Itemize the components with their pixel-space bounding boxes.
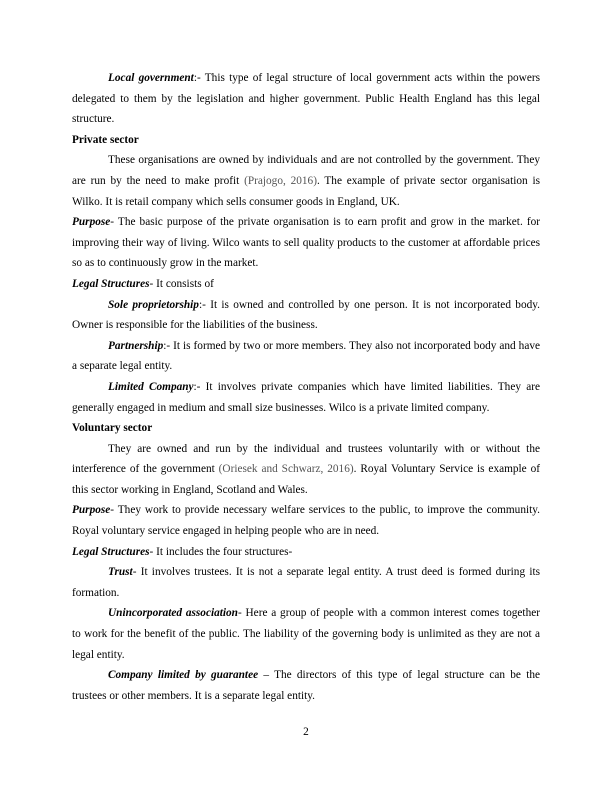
- paragraph-private-sector-intro: These organisations are owned by individuals and are not controlled by the government. They are run by the need to make profit (Prajogo, 2016). The example of private sector organisation is Wilko. It is retail company which sells consumer goods in England, UK.: [72, 154, 540, 208]
- heading-private-sector: Private sector: [72, 133, 139, 146]
- term-purpose: Purpose: [72, 504, 111, 517]
- term-unincorporated-association: Unincorporated association: [108, 607, 238, 620]
- term-local-government: Local government: [108, 72, 194, 84]
- citation: (Oriesek and Schwarz, 2016): [218, 463, 354, 476]
- term-legal-structures: Legal Structures: [72, 277, 150, 290]
- term-company-limited-by-guarantee: Company limited by guarantee: [108, 669, 259, 682]
- term-sole-proprietorship: Sole proprietorship: [108, 298, 199, 311]
- paragraph-unincorporated-association: Unincorporated association- Here a group of people with a common interest comes together to work for the benefit of the public. The liability of the governing body is unlimited as they are not a legal entity.: [72, 607, 540, 661]
- paragraph-private-purpose: Purpose- The basic purpose of the private organisation is to earn profit and grow in the market. for improving their way of living. Wilco wants to sell quality products to the customer at affordable prices so as to continuously grow in the market.: [72, 216, 540, 270]
- term-purpose: Purpose: [72, 216, 111, 229]
- paragraph-partnership: Partnership:- It is formed by two or more members. They also not incorporated body and have a separate legal entity.: [72, 339, 540, 373]
- page-number: 2: [303, 726, 309, 738]
- paragraph-sole-proprietorship: Sole proprietorship:- It is owned and controlled by one person. It is not incorporated body. Owner is responsible for the liabilities of the business.: [72, 298, 540, 332]
- paragraph-trust: Trust- It involves trustees. It is not a separate legal entity. A trust deed is formed during its formation.: [72, 566, 540, 599]
- paragraph-text: This type of legal structure of local government acts within the powers delegated to them by the legislation and higher government. Public Health England has this legal structure.: [72, 72, 540, 126]
- document-body: [72, 68, 540, 706]
- heading-voluntary-sector: Voluntary sector: [72, 422, 153, 435]
- paragraph-company-limited-by-guarantee: Company limited by guarantee – The directors of this type of legal structure can be the trustees or other members. It is a separate legal entity.: [72, 669, 541, 702]
- paragraph-voluntary-sector-intro: They are owned and run by the individual and trustees voluntarily with or without the interference of the government (Oriesek and Schwarz, 2016). Royal Voluntary Service is example of this sector working in England, Scotland and Wales.: [72, 442, 540, 496]
- term-partnership: Partnership: [108, 339, 164, 352]
- term-legal-structures: Legal Structures: [72, 545, 150, 558]
- paragraph-local-government: Local government:- This type of legal structure of local government acts within the powers delegated to them by the legislation and higher government. Public Health England has this legal structure.: [72, 72, 540, 126]
- paragraph-voluntary-purpose: Purpose- They work to provide necessary welfare services to the public, to improve the community. Royal voluntary service engaged in helping people who are in need.: [72, 504, 540, 538]
- term-trust: Trust: [108, 566, 133, 579]
- term-limited-company: Limited Company: [108, 380, 194, 393]
- paragraph-limited-company: Limited Company:- It involves private companies which have limited liabilities. They are generally engaged in medium and small size businesses. Wilco is a private limited company.: [72, 380, 540, 414]
- paragraph-voluntary-legal-structures: Legal Structures- It includes the four structures-: [72, 545, 293, 558]
- paragraph-private-legal-structures: Legal Structures- It consists of: [72, 277, 214, 290]
- citation: (Prajogo, 2016): [244, 174, 317, 187]
